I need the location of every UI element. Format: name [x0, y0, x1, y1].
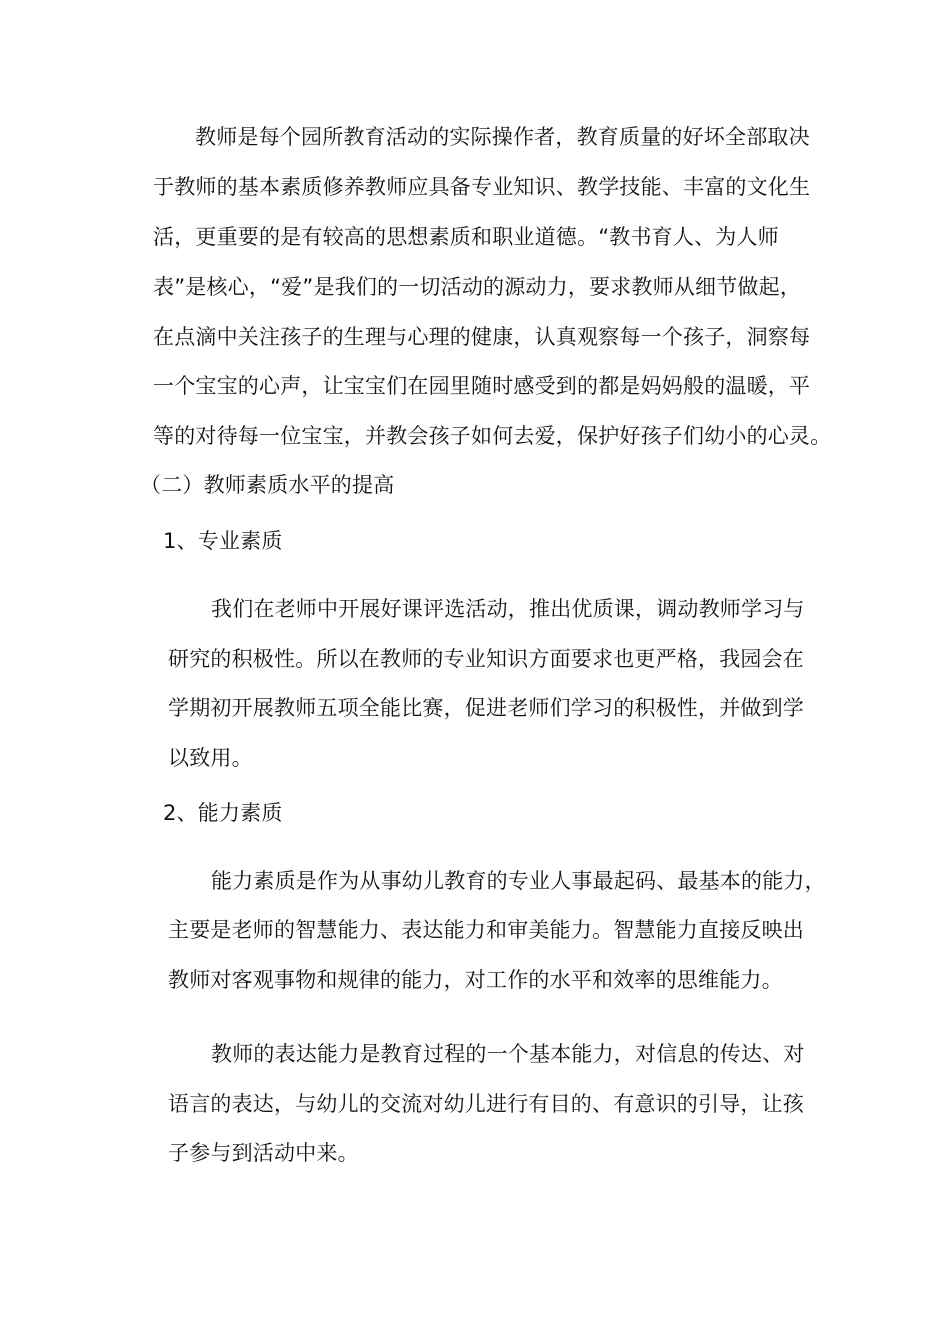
text-line: 以致用。: [168, 746, 253, 770]
text-line: 教师的表达能力是教育过程的一个基本能力，对信息的传达、对: [211, 1042, 805, 1066]
text-line: 主要是老师的智慧能力、表达能力和审美能力。智慧能力直接反映出: [168, 918, 804, 942]
text-line: 我们在老师中开展好课评选活动，推出优质课，调动教师学习与: [211, 597, 805, 621]
sub-heading-ability-quality: 2、能力素质: [163, 801, 283, 825]
text-line: 能力素质是作为从事幼儿教育的专业人事最起码、最基本的能力，: [211, 869, 826, 893]
text-line: 活，更重要的是有较高的思想素质和职业道德。“教书育人、为人师: [153, 225, 779, 249]
section-heading: （二）教师素质水平的提高: [140, 473, 395, 497]
text-line: 学期初开展教师五项全能比赛，促进老师们学习的积极性，并做到学: [168, 696, 804, 720]
text-line: 子参与到活动中来。: [168, 1141, 359, 1165]
text-line: 教师是每个园所教育活动的实际操作者，教育质量的好坏全部取决: [195, 125, 810, 149]
text-line: 一个宝宝的心声，让宝宝们在园里随时感受到的都是妈妈般的温暖，平: [153, 374, 811, 398]
sub-heading-professional-quality: 1、专业素质: [163, 529, 283, 553]
text-line: 于教师的基本素质修养教师应具备专业知识、教学技能、丰富的文化生: [153, 175, 811, 199]
text-line: 语言的表达，与幼儿的交流对幼儿进行有目的、有意识的引导，让孩: [168, 1092, 804, 1116]
text-line: 表”是核心，“爱”是我们的一切活动的源动力，要求教师从细节做起，: [153, 275, 802, 299]
text-line: 等的对待每一位宝宝，并教会孩子如何去爱，保护好孩子们幼小的心灵。: [153, 424, 832, 448]
text-line: 研究的积极性。所以在教师的专业知识方面要求也更严格，我园会在: [168, 647, 804, 671]
text-line: 教师对客观事物和规律的能力，对工作的水平和效率的思维能力。: [168, 968, 783, 992]
text-line: 在点滴中关注孩子的生理与心理的健康，认真观察每一个孩子，洞察每: [153, 325, 811, 349]
